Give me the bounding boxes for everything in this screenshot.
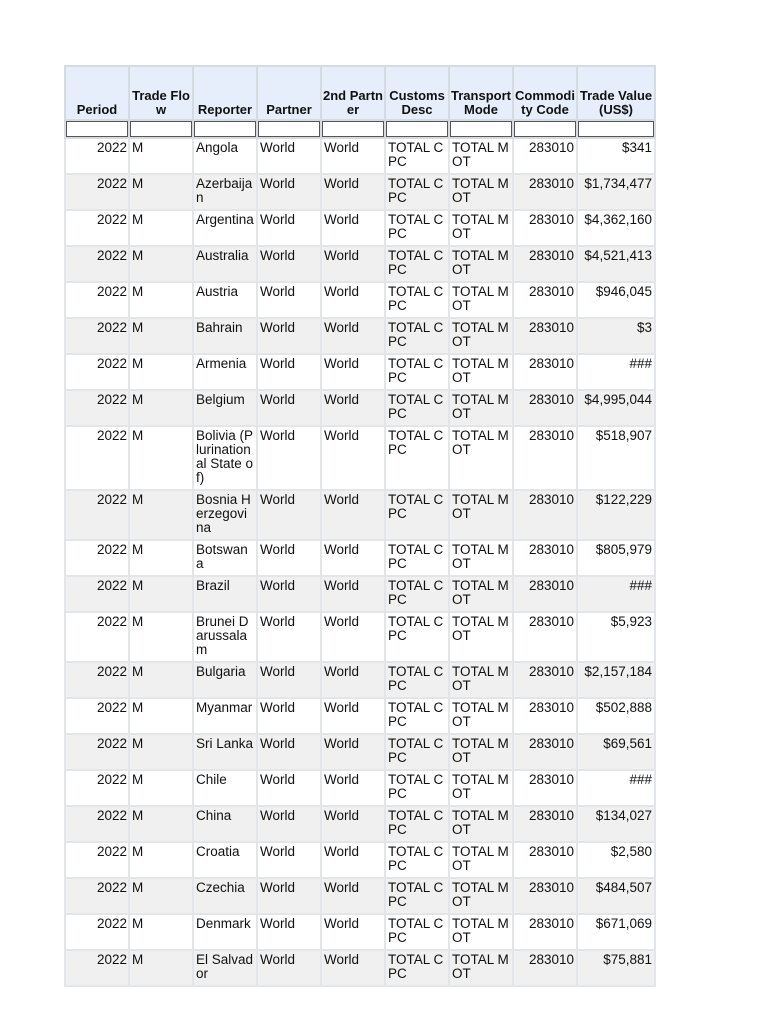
cell-trade-flow[interactable]: M	[129, 950, 193, 986]
cell-period[interactable]: 2022	[65, 138, 129, 174]
cell-reporter[interactable]: El Salvador	[193, 950, 257, 986]
cell-commodity-code[interactable]: 283010	[513, 698, 577, 734]
table-row	[65, 174, 655, 210]
header-trade-flow[interactable]: Trade Flow	[129, 66, 193, 120]
cell-trade-flow[interactable]: M	[129, 390, 193, 426]
cell-commodity-code[interactable]: 283010	[513, 426, 577, 490]
cell-transport-mode[interactable]: TOTAL MOT	[449, 490, 513, 540]
cell-customs-desc[interactable]: TOTAL CPC	[385, 246, 449, 282]
cell-commodity-code[interactable]: 283010	[513, 734, 577, 770]
cell-trade-flow[interactable]: M	[129, 806, 193, 842]
cell-customs-desc[interactable]: TOTAL CPC	[385, 806, 449, 842]
cell-period[interactable]: 2022	[65, 354, 129, 390]
cell-commodity-code[interactable]: 283010	[513, 210, 577, 246]
filter-input-2nd-partner[interactable]	[322, 121, 384, 137]
cell-trade-flow[interactable]: M	[129, 842, 193, 878]
cell-commodity-code[interactable]: 283010	[513, 662, 577, 698]
filter-row	[65, 120, 655, 138]
cell-period[interactable]: 2022	[65, 914, 129, 950]
table-row	[65, 138, 655, 174]
cell-customs-desc[interactable]: TOTAL CPC	[385, 490, 449, 540]
cell-partner[interactable]: World	[257, 806, 321, 842]
cell-transport-mode[interactable]: TOTAL MOT	[449, 662, 513, 698]
cell-reporter[interactable]: Botswana	[193, 540, 257, 576]
table-row	[65, 426, 655, 490]
table-row	[65, 490, 655, 540]
cell-trade-flow[interactable]: M	[129, 246, 193, 282]
cell-transport-mode[interactable]: TOTAL MOT	[449, 390, 513, 426]
table-row	[65, 246, 655, 282]
cell-transport-mode[interactable]: TOTAL MOT	[449, 246, 513, 282]
cell-transport-mode[interactable]: TOTAL MOT	[449, 770, 513, 806]
table-row	[65, 878, 655, 914]
cell-customs-desc[interactable]: TOTAL CPC	[385, 390, 449, 426]
cell-period[interactable]: 2022	[65, 540, 129, 576]
table-row	[65, 770, 655, 806]
cell-trade-value[interactable]: $518,907	[577, 426, 655, 490]
cell-transport-mode[interactable]: TOTAL MOT	[449, 914, 513, 950]
cell-commodity-code[interactable]: 283010	[513, 540, 577, 576]
cell-trade-value[interactable]: $502,888	[577, 698, 655, 734]
cell-trade-value[interactable]: $3	[577, 318, 655, 354]
cell-trade-value[interactable]: $1,734,477	[577, 174, 655, 210]
cell-trade-flow[interactable]: M	[129, 282, 193, 318]
header-reporter[interactable]: Reporter	[193, 66, 257, 120]
cell-transport-mode[interactable]: TOTAL MOT	[449, 174, 513, 210]
cell-period[interactable]: 2022	[65, 662, 129, 698]
cell-trade-value[interactable]: $2,580	[577, 842, 655, 878]
cell-period[interactable]: 2022	[65, 950, 129, 986]
cell-partner[interactable]: World	[257, 576, 321, 612]
cell-trade-flow[interactable]: M	[129, 540, 193, 576]
cell-trade-value[interactable]: ###	[577, 354, 655, 390]
cell-period[interactable]: 2022	[65, 806, 129, 842]
cell-2nd-partner[interactable]: World	[321, 662, 385, 698]
cell-reporter[interactable]: Sri Lanka	[193, 734, 257, 770]
cell-trade-flow[interactable]: M	[129, 426, 193, 490]
cell-trade-value[interactable]: $341	[577, 138, 655, 174]
cell-period[interactable]: 2022	[65, 490, 129, 540]
table-row	[65, 390, 655, 426]
table-row	[65, 734, 655, 770]
cell-reporter[interactable]: Armenia	[193, 354, 257, 390]
cell-period[interactable]: 2022	[65, 734, 129, 770]
cell-partner[interactable]: World	[257, 612, 321, 662]
cell-reporter[interactable]: Azerbaijan	[193, 174, 257, 210]
cell-period[interactable]: 2022	[65, 770, 129, 806]
cell-customs-desc[interactable]: TOTAL CPC	[385, 426, 449, 490]
cell-customs-desc[interactable]: TOTAL CPC	[385, 354, 449, 390]
cell-commodity-code[interactable]: 283010	[513, 490, 577, 540]
cell-commodity-code[interactable]: 283010	[513, 174, 577, 210]
header-trade-value[interactable]: Trade Value (US$)	[577, 66, 655, 120]
cell-2nd-partner[interactable]: World	[321, 390, 385, 426]
cell-partner[interactable]: World	[257, 210, 321, 246]
cell-trade-value[interactable]: $75,881	[577, 950, 655, 986]
table-row	[65, 612, 655, 662]
cell-period[interactable]: 2022	[65, 318, 129, 354]
cell-trade-value[interactable]: $69,561	[577, 734, 655, 770]
cell-trade-flow[interactable]: M	[129, 770, 193, 806]
cell-2nd-partner[interactable]: World	[321, 914, 385, 950]
cell-2nd-partner[interactable]: World	[321, 490, 385, 540]
header-customs-desc[interactable]: Customs Desc	[385, 66, 449, 120]
header-commodity-code[interactable]: Commodity Code	[513, 66, 577, 120]
cell-trade-flow[interactable]: M	[129, 210, 193, 246]
cell-partner[interactable]: World	[257, 842, 321, 878]
cell-period[interactable]: 2022	[65, 878, 129, 914]
filter-input-period[interactable]	[66, 121, 128, 137]
cell-partner[interactable]: World	[257, 390, 321, 426]
trade-data-table	[64, 65, 656, 987]
cell-partner[interactable]: World	[257, 246, 321, 282]
cell-partner[interactable]: World	[257, 698, 321, 734]
cell-2nd-partner[interactable]: World	[321, 950, 385, 986]
table-row	[65, 318, 655, 354]
cell-transport-mode[interactable]: TOTAL MOT	[449, 698, 513, 734]
cell-commodity-code[interactable]: 283010	[513, 914, 577, 950]
cell-period[interactable]: 2022	[65, 842, 129, 878]
cell-period[interactable]: 2022	[65, 174, 129, 210]
cell-commodity-code[interactable]: 283010	[513, 878, 577, 914]
cell-transport-mode[interactable]: TOTAL MOT	[449, 806, 513, 842]
cell-2nd-partner[interactable]: World	[321, 318, 385, 354]
cell-partner[interactable]: World	[257, 770, 321, 806]
cell-commodity-code[interactable]: 283010	[513, 950, 577, 986]
cell-transport-mode[interactable]: TOTAL MOT	[449, 354, 513, 390]
cell-reporter[interactable]: Austria	[193, 282, 257, 318]
cell-partner[interactable]: World	[257, 490, 321, 540]
cell-transport-mode[interactable]: TOTAL MOT	[449, 210, 513, 246]
cell-trade-value[interactable]: $805,979	[577, 540, 655, 576]
cell-reporter[interactable]: Bahrain	[193, 318, 257, 354]
cell-2nd-partner[interactable]: World	[321, 138, 385, 174]
cell-transport-mode[interactable]: TOTAL MOT	[449, 576, 513, 612]
cell-partner[interactable]: World	[257, 354, 321, 390]
cell-reporter[interactable]: Denmark	[193, 914, 257, 950]
cell-transport-mode[interactable]: TOTAL MOT	[449, 540, 513, 576]
cell-2nd-partner[interactable]: World	[321, 576, 385, 612]
cell-commodity-code[interactable]: 283010	[513, 390, 577, 426]
cell-partner[interactable]: World	[257, 138, 321, 174]
cell-partner[interactable]: World	[257, 318, 321, 354]
cell-transport-mode[interactable]: TOTAL MOT	[449, 318, 513, 354]
cell-customs-desc[interactable]: TOTAL CPC	[385, 576, 449, 612]
cell-2nd-partner[interactable]: World	[321, 842, 385, 878]
cell-trade-value[interactable]: $4,521,413	[577, 246, 655, 282]
cell-trade-value[interactable]: $484,507	[577, 878, 655, 914]
cell-trade-value[interactable]: $4,362,160	[577, 210, 655, 246]
filter-input-reporter[interactable]	[194, 121, 256, 137]
cell-commodity-code[interactable]: 283010	[513, 576, 577, 612]
cell-commodity-code[interactable]: 283010	[513, 842, 577, 878]
cell-reporter[interactable]: Australia	[193, 246, 257, 282]
cell-commodity-code[interactable]: 283010	[513, 806, 577, 842]
cell-customs-desc[interactable]: TOTAL CPC	[385, 878, 449, 914]
cell-partner[interactable]: World	[257, 282, 321, 318]
cell-period[interactable]: 2022	[65, 282, 129, 318]
cell-2nd-partner[interactable]: World	[321, 174, 385, 210]
cell-2nd-partner[interactable]: World	[321, 426, 385, 490]
cell-customs-desc[interactable]: TOTAL CPC	[385, 282, 449, 318]
cell-trade-flow[interactable]: M	[129, 490, 193, 540]
cell-trade-flow[interactable]: M	[129, 354, 193, 390]
cell-customs-desc[interactable]: TOTAL CPC	[385, 734, 449, 770]
cell-trade-flow[interactable]: M	[129, 914, 193, 950]
cell-period[interactable]: 2022	[65, 576, 129, 612]
cell-trade-flow[interactable]: M	[129, 138, 193, 174]
cell-period[interactable]: 2022	[65, 426, 129, 490]
cell-transport-mode[interactable]: TOTAL MOT	[449, 138, 513, 174]
cell-trade-flow[interactable]: M	[129, 318, 193, 354]
cell-commodity-code[interactable]: 283010	[513, 612, 577, 662]
cell-reporter[interactable]: Brunei Darussalam	[193, 612, 257, 662]
cell-customs-desc[interactable]: TOTAL CPC	[385, 138, 449, 174]
table-row	[65, 842, 655, 878]
cell-period[interactable]: 2022	[65, 612, 129, 662]
table-row	[65, 576, 655, 612]
cell-partner[interactable]: World	[257, 950, 321, 986]
header-row	[65, 66, 655, 120]
cell-customs-desc[interactable]: TOTAL CPC	[385, 174, 449, 210]
cell-reporter[interactable]: Argentina	[193, 210, 257, 246]
cell-period[interactable]: 2022	[65, 210, 129, 246]
cell-trade-flow[interactable]: M	[129, 662, 193, 698]
cell-transport-mode[interactable]: TOTAL MOT	[449, 282, 513, 318]
cell-trade-flow[interactable]: M	[129, 734, 193, 770]
cell-partner[interactable]: World	[257, 914, 321, 950]
cell-trade-value[interactable]: $4,995,044	[577, 390, 655, 426]
cell-commodity-code[interactable]: 283010	[513, 246, 577, 282]
cell-transport-mode[interactable]: TOTAL MOT	[449, 878, 513, 914]
cell-trade-value[interactable]: $2,157,184	[577, 662, 655, 698]
cell-partner[interactable]: World	[257, 662, 321, 698]
cell-trade-value[interactable]: ###	[577, 770, 655, 806]
table-body	[65, 138, 655, 986]
filter-input-transport-mode[interactable]	[450, 121, 512, 137]
cell-customs-desc[interactable]: TOTAL CPC	[385, 842, 449, 878]
cell-2nd-partner[interactable]: World	[321, 734, 385, 770]
cell-reporter[interactable]: Chile	[193, 770, 257, 806]
cell-trade-flow[interactable]: M	[129, 174, 193, 210]
cell-trade-flow[interactable]: M	[129, 612, 193, 662]
cell-reporter[interactable]: Belgium	[193, 390, 257, 426]
header-transport-mode[interactable]: Transport Mode	[449, 66, 513, 120]
cell-commodity-code[interactable]: 283010	[513, 318, 577, 354]
cell-trade-value[interactable]: $5,923	[577, 612, 655, 662]
table-row	[65, 662, 655, 698]
header-period[interactable]: Period	[65, 66, 129, 120]
cell-customs-desc[interactable]: TOTAL CPC	[385, 914, 449, 950]
cell-trade-value[interactable]: $134,027	[577, 806, 655, 842]
cell-2nd-partner[interactable]: World	[321, 770, 385, 806]
table-row	[65, 914, 655, 950]
cell-reporter[interactable]: Brazil	[193, 576, 257, 612]
cell-customs-desc[interactable]: TOTAL CPC	[385, 318, 449, 354]
cell-customs-desc[interactable]: TOTAL CPC	[385, 698, 449, 734]
cell-transport-mode[interactable]: TOTAL MOT	[449, 426, 513, 490]
header-partner[interactable]: Partner	[257, 66, 321, 120]
cell-customs-desc[interactable]: TOTAL CPC	[385, 662, 449, 698]
filter-input-customs-desc[interactable]	[386, 121, 448, 137]
cell-customs-desc[interactable]: TOTAL CPC	[385, 210, 449, 246]
table-row	[65, 210, 655, 246]
cell-2nd-partner[interactable]: World	[321, 878, 385, 914]
cell-customs-desc[interactable]: TOTAL CPC	[385, 770, 449, 806]
cell-commodity-code[interactable]: 283010	[513, 354, 577, 390]
cell-partner[interactable]: World	[257, 426, 321, 490]
cell-transport-mode[interactable]: TOTAL MOT	[449, 734, 513, 770]
cell-customs-desc[interactable]: TOTAL CPC	[385, 612, 449, 662]
cell-2nd-partner[interactable]: World	[321, 540, 385, 576]
cell-commodity-code[interactable]: 283010	[513, 282, 577, 318]
cell-transport-mode[interactable]: TOTAL MOT	[449, 950, 513, 986]
cell-period[interactable]: 2022	[65, 246, 129, 282]
cell-trade-value[interactable]: $122,229	[577, 490, 655, 540]
cell-period[interactable]: 2022	[65, 390, 129, 426]
cell-reporter[interactable]: China	[193, 806, 257, 842]
cell-transport-mode[interactable]: TOTAL MOT	[449, 612, 513, 662]
cell-2nd-partner[interactable]: World	[321, 282, 385, 318]
filter-input-trade-flow[interactable]	[130, 121, 192, 137]
cell-reporter[interactable]: Bulgaria	[193, 662, 257, 698]
cell-trade-value[interactable]: $946,045	[577, 282, 655, 318]
cell-partner[interactable]: World	[257, 540, 321, 576]
cell-reporter[interactable]: Bolivia (Plurinational State of)	[193, 426, 257, 490]
cell-commodity-code[interactable]: 283010	[513, 138, 577, 174]
cell-2nd-partner[interactable]: World	[321, 354, 385, 390]
cell-commodity-code[interactable]: 283010	[513, 770, 577, 806]
filter-input-commodity-code[interactable]	[514, 121, 576, 137]
cell-2nd-partner[interactable]: World	[321, 806, 385, 842]
cell-2nd-partner[interactable]: World	[321, 612, 385, 662]
cell-reporter[interactable]: Czechia	[193, 878, 257, 914]
cell-trade-value[interactable]: ###	[577, 576, 655, 612]
cell-partner[interactable]: World	[257, 174, 321, 210]
filter-input-partner[interactable]	[258, 121, 320, 137]
cell-transport-mode[interactable]: TOTAL MOT	[449, 842, 513, 878]
filter-input-trade-value[interactable]	[578, 121, 654, 137]
cell-2nd-partner[interactable]: World	[321, 698, 385, 734]
table-row	[65, 698, 655, 734]
table-row	[65, 282, 655, 318]
cell-2nd-partner[interactable]: World	[321, 210, 385, 246]
cell-partner[interactable]: World	[257, 878, 321, 914]
cell-2nd-partner[interactable]: World	[321, 246, 385, 282]
cell-reporter[interactable]: Croatia	[193, 842, 257, 878]
cell-customs-desc[interactable]: TOTAL CPC	[385, 540, 449, 576]
header-2nd-partner[interactable]: 2nd Partner	[321, 66, 385, 120]
cell-period[interactable]: 2022	[65, 698, 129, 734]
cell-trade-flow[interactable]: M	[129, 698, 193, 734]
cell-trade-value[interactable]: $671,069	[577, 914, 655, 950]
cell-reporter[interactable]: Myanmar	[193, 698, 257, 734]
cell-partner[interactable]: World	[257, 734, 321, 770]
cell-trade-flow[interactable]: M	[129, 576, 193, 612]
table-row	[65, 950, 655, 986]
cell-reporter[interactable]: Angola	[193, 138, 257, 174]
table-row	[65, 806, 655, 842]
table-row	[65, 540, 655, 576]
table-row	[65, 354, 655, 390]
cell-customs-desc[interactable]: TOTAL CPC	[385, 950, 449, 986]
cell-trade-flow[interactable]: M	[129, 878, 193, 914]
cell-reporter[interactable]: Bosnia Herzegovina	[193, 490, 257, 540]
